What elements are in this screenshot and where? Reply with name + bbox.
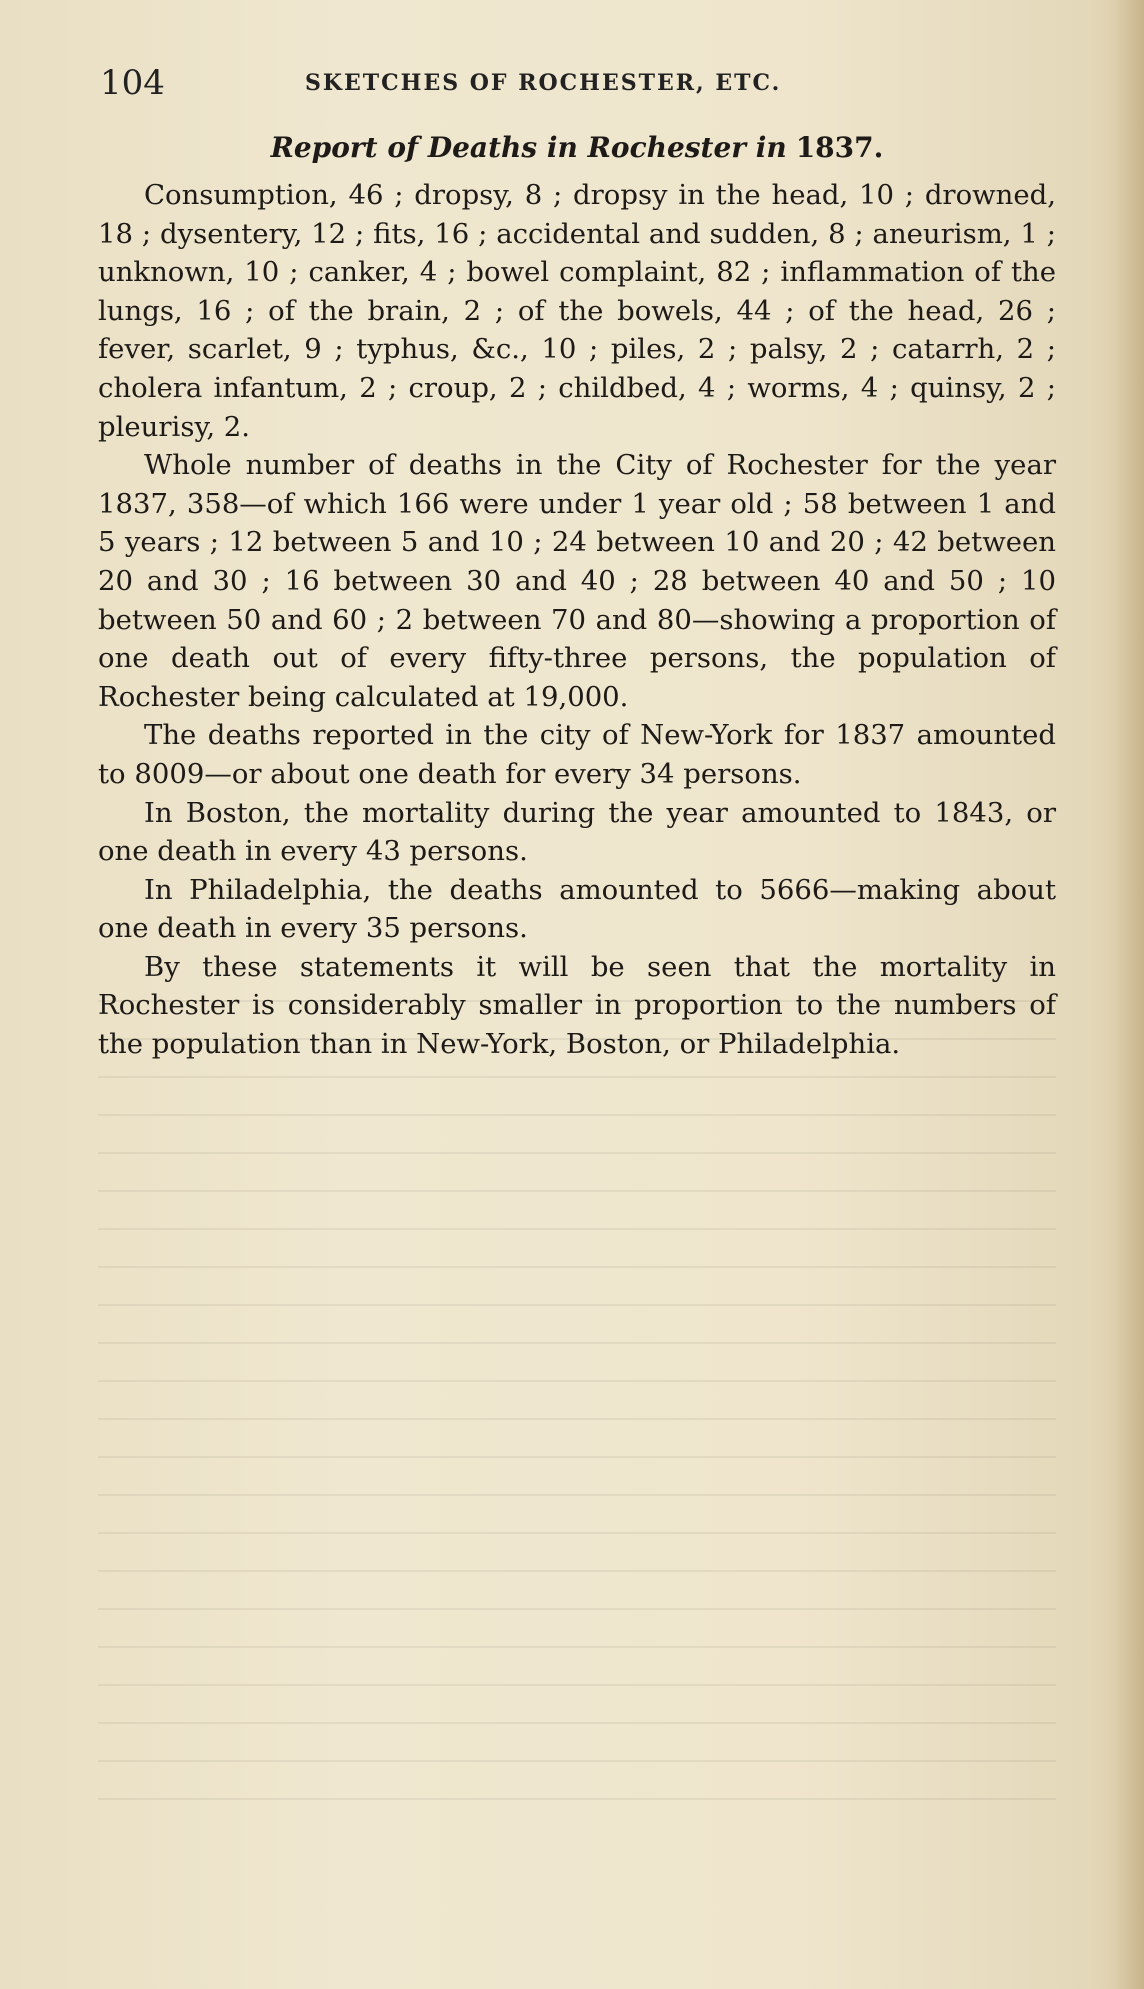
- paragraph-causes: Consumption, 46 ; dropsy, 8 ; dropsy in the head, 10 ; drowned, 18 ; dysentery, 12 ; fits, 16 ; accidental and sudden, 8 ; aneurism, 1 ; unknown, 10 ; canker, 4 ; bowel complaint, 82 ; inflammation of the lungs, 16 ; of the brain, 2 ; of the bowels, 44 ; of the head, 26 ; fever, scarlet, 9 ; typhus, &c., 10 ; piles, 2 ; palsy, 2 ; catarrh, 2 ; cholera infantum, 2 ; croup, 2 ; childbed, 4 ; worms, 4 ; quinsy, 2 ; pleurisy, 2.: [98, 179, 1056, 443]
- paragraph-boston: In Boston, the mortality during the year amounted to 1843, or one death in every 43 persons.: [98, 796, 1056, 868]
- page-header: [100, 58, 1060, 108]
- page-edge-shadow: [1114, 0, 1144, 1989]
- paragraph-new-york: The deaths reported in the city of New-York for 1837 amounted to 8009—or about one death for every 34 persons.: [98, 719, 1056, 790]
- running-head: SKETCHES OF ROCHESTER, ETC.: [305, 70, 782, 96]
- report-title-text: Report of Deaths in Rochester in: [270, 131, 787, 164]
- bleed-through-texture: [98, 1000, 1056, 1800]
- report-title-year: 1837.: [795, 131, 884, 164]
- paragraph-conclusion: By these statements it will be seen that the mortality in Rochester is considerably smaller in proportion to the numbers of the population than in New-York, Boston, or Philadelphia.: [98, 950, 1056, 1061]
- paragraph-philadelphia: In Philadelphia, the deaths amounted to 5666—making about one death in every 35 persons.: [98, 873, 1056, 945]
- report-title: [98, 128, 1056, 168]
- report-body: [98, 128, 1056, 1064]
- page-number: 104: [100, 63, 165, 103]
- paragraph-rochester-totals: Whole number of deaths in the City of Rochester for the year 1837, 358—of which 166 were under 1 year old ; 58 between 1 and 5 years ; 12 between 5 and 10 ; 24 between 10 and 20 ; 42 between 20 and 30 ; 16 between 30 and 40 ; 28 between 40 and 50 ; 10 between 50 and 60 ; 2 between 70 and 80—showing a proportion of one death out of every fifty-three persons, the population of Rochester being calculated at 19,000.: [98, 449, 1056, 713]
